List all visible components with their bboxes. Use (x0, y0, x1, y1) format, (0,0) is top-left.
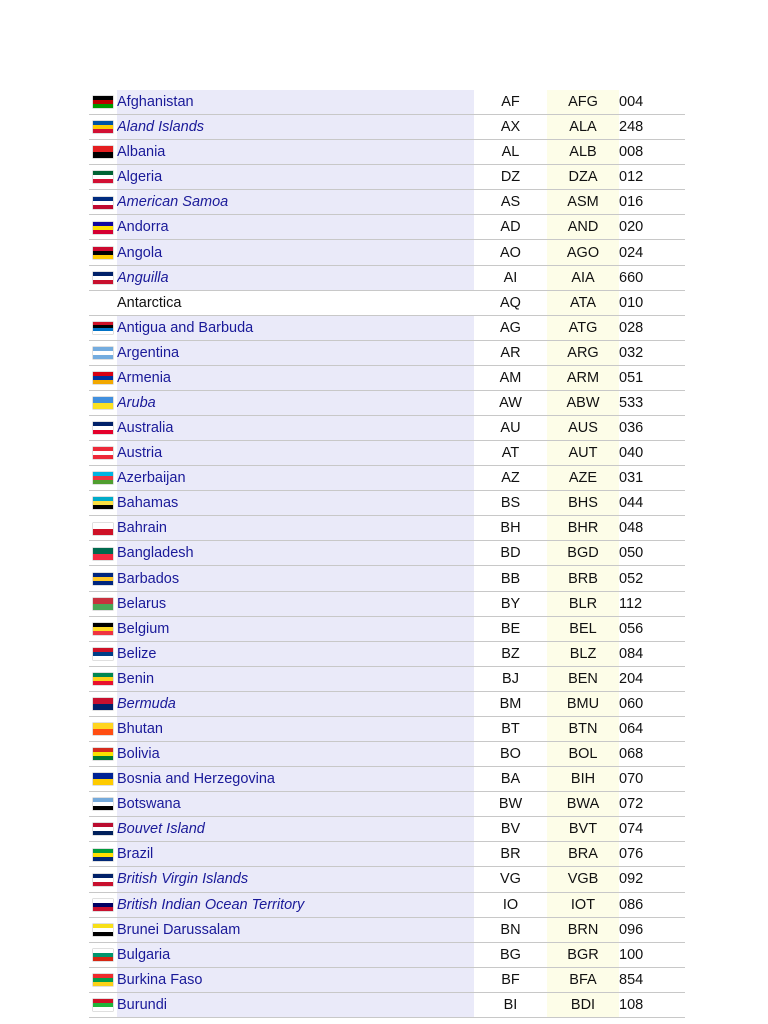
barbados-flag-icon (93, 573, 113, 585)
alpha2-code: BF (474, 967, 547, 992)
numeric-code: 010 (619, 290, 685, 315)
numeric-code: 060 (619, 691, 685, 716)
country-name-link[interactable]: Angola (117, 240, 474, 265)
table-row (89, 340, 685, 365)
country-name-link[interactable]: Belize (117, 641, 474, 666)
alpha2-code: BJ (474, 666, 547, 691)
country-name-link[interactable]: Armenia (117, 365, 474, 390)
alpha2-code: BI (474, 992, 547, 1017)
country-name-link[interactable]: Bangladesh (117, 541, 474, 566)
numeric-code: 050 (619, 541, 685, 566)
country-name-link[interactable]: Belarus (117, 591, 474, 616)
numeric-code: 660 (619, 265, 685, 290)
alpha3-code: BRA (547, 842, 619, 867)
bangladesh-flag-icon (93, 548, 113, 560)
numeric-code: 052 (619, 566, 685, 591)
flag-cell (89, 541, 117, 566)
numeric-code: 068 (619, 742, 685, 767)
alpha3-code: BIH (547, 767, 619, 792)
flag-cell (89, 90, 117, 115)
numeric-code: 100 (619, 942, 685, 967)
numeric-code: 036 (619, 416, 685, 441)
flag-cell (89, 315, 117, 340)
table-row (89, 315, 685, 340)
table-row (89, 691, 685, 716)
alpha2-code: BO (474, 742, 547, 767)
american-samoa-flag-icon (93, 197, 113, 209)
table-row (89, 165, 685, 190)
numeric-code: 016 (619, 190, 685, 215)
table-row (89, 591, 685, 616)
belgium-flag-icon (93, 623, 113, 635)
alpha2-code: BY (474, 591, 547, 616)
bahamas-flag-icon (93, 497, 113, 509)
country-name-link[interactable]: Botswana (117, 792, 474, 817)
country-name-link[interactable]: Belgium (117, 616, 474, 641)
flag-cell (89, 441, 117, 466)
table-row (89, 942, 685, 967)
alpha2-code: AW (474, 390, 547, 415)
armenia-flag-icon (93, 372, 113, 384)
numeric-code: 108 (619, 992, 685, 1017)
country-name: Bouvet Island (117, 817, 474, 842)
flag-cell (89, 992, 117, 1017)
alpha3-code: ASM (547, 190, 619, 215)
flag-cell (89, 290, 117, 315)
country-name: British Indian Ocean Territory (117, 892, 474, 917)
country-codes-table (89, 90, 685, 1018)
numeric-code: 072 (619, 792, 685, 817)
country-name-link[interactable]: Antigua and Barbuda (117, 315, 474, 340)
flag-cell (89, 340, 117, 365)
alpha3-code: BDI (547, 992, 619, 1017)
flag-cell (89, 967, 117, 992)
country-name-link[interactable]: Austria (117, 441, 474, 466)
flag-cell (89, 516, 117, 541)
numeric-code: 096 (619, 917, 685, 942)
alpha2-code: BM (474, 691, 547, 716)
alpha2-code: AM (474, 365, 547, 390)
country-name-link[interactable]: Bosnia and Herzegovina (117, 767, 474, 792)
alpha3-code: BWA (547, 792, 619, 817)
alpha2-code: BN (474, 917, 547, 942)
alpha3-code: DZA (547, 165, 619, 190)
flag-cell (89, 190, 117, 215)
alpha2-code: AZ (474, 466, 547, 491)
bulgaria-flag-icon (93, 949, 113, 961)
country-name-link[interactable]: Bermuda (117, 691, 474, 716)
alpha2-code: BW (474, 792, 547, 817)
bermuda-flag-icon (93, 698, 113, 710)
table-row (89, 516, 685, 541)
anguilla-flag-icon (93, 272, 113, 284)
table-row (89, 817, 685, 842)
alpha2-code: IO (474, 892, 547, 917)
flag-cell (89, 265, 117, 290)
alpha3-code: BHR (547, 516, 619, 541)
numeric-code: 056 (619, 616, 685, 641)
table-row (89, 491, 685, 516)
country-name-link[interactable]: Bhutan (117, 716, 474, 741)
bosnia-and-herzegovina-flag-icon (93, 773, 113, 785)
country-name-link[interactable]: Aruba (117, 390, 474, 415)
numeric-code: 004 (619, 90, 685, 115)
flag-cell (89, 491, 117, 516)
alpha2-code: BE (474, 616, 547, 641)
alpha3-code: AND (547, 215, 619, 240)
aland-islands-flag-icon (93, 121, 113, 133)
table-row (89, 441, 685, 466)
alpha3-code: ATG (547, 315, 619, 340)
table-row (89, 842, 685, 867)
table-row (89, 792, 685, 817)
alpha3-code: BHS (547, 491, 619, 516)
alpha3-code: BGD (547, 541, 619, 566)
flag-cell (89, 892, 117, 917)
alpha3-code: ATA (547, 290, 619, 315)
table-row (89, 967, 685, 992)
algeria-flag-icon (93, 171, 113, 183)
benin-flag-icon (93, 673, 113, 685)
alpha3-code: AUT (547, 441, 619, 466)
bahrain-flag-icon (93, 523, 113, 535)
alpha2-code: BB (474, 566, 547, 591)
flag-cell (89, 867, 117, 892)
country-name-link[interactable]: Afghanistan (117, 90, 474, 115)
table-row (89, 641, 685, 666)
numeric-code: 028 (619, 315, 685, 340)
alpha2-code: BV (474, 817, 547, 842)
flag-cell (89, 666, 117, 691)
alpha3-code: BFA (547, 967, 619, 992)
table-row (89, 190, 685, 215)
numeric-code: 084 (619, 641, 685, 666)
flag-cell (89, 616, 117, 641)
country-name-link[interactable]: Azerbaijan (117, 466, 474, 491)
flag-cell (89, 641, 117, 666)
flag-cell (89, 591, 117, 616)
alpha2-code: AQ (474, 290, 547, 315)
numeric-code: 112 (619, 591, 685, 616)
alpha2-code: BS (474, 491, 547, 516)
numeric-code: 064 (619, 716, 685, 741)
country-name: Aland Islands (117, 115, 474, 140)
table-row (89, 416, 685, 441)
numeric-code: 012 (619, 165, 685, 190)
andorra-flag-icon (93, 222, 113, 234)
botswana-flag-icon (93, 798, 113, 810)
table-row (89, 290, 685, 315)
alpha3-code: BGR (547, 942, 619, 967)
antigua-and-barbuda-flag-icon (93, 322, 113, 334)
flag-cell (89, 691, 117, 716)
table-row (89, 541, 685, 566)
alpha2-code: AF (474, 90, 547, 115)
alpha3-code: BMU (547, 691, 619, 716)
alpha2-code: DZ (474, 165, 547, 190)
flag-cell (89, 165, 117, 190)
country-name-link[interactable]: Barbados (117, 566, 474, 591)
alpha3-code: ALA (547, 115, 619, 140)
alpha2-code: AI (474, 265, 547, 290)
country-name-link[interactable]: Burkina Faso (117, 967, 474, 992)
country-name-link[interactable]: Bolivia (117, 742, 474, 767)
bhutan-flag-icon (93, 723, 113, 735)
alpha2-code: AL (474, 140, 547, 165)
alpha3-code: AFG (547, 90, 619, 115)
alpha3-code: VGB (547, 867, 619, 892)
country-name-link[interactable]: Burundi (117, 992, 474, 1017)
angola-flag-icon (93, 247, 113, 259)
alpha2-code: AX (474, 115, 547, 140)
numeric-code: 248 (619, 115, 685, 140)
country-name-link[interactable]: British Virgin Islands (117, 867, 474, 892)
numeric-code: 204 (619, 666, 685, 691)
flag-cell (89, 792, 117, 817)
brazil-flag-icon (93, 849, 113, 861)
table-row (89, 365, 685, 390)
flag-cell (89, 390, 117, 415)
flag-cell (89, 115, 117, 140)
country-codes-table-body (89, 90, 685, 1017)
table-row (89, 616, 685, 641)
alpha3-code: IOT (547, 892, 619, 917)
alpha2-code: BZ (474, 641, 547, 666)
burkina-faso-flag-icon (93, 974, 113, 986)
country-name-link[interactable]: Bahrain (117, 516, 474, 541)
table-row (89, 767, 685, 792)
numeric-code: 032 (619, 340, 685, 365)
table-row (89, 867, 685, 892)
flag-cell (89, 767, 117, 792)
alpha3-code: BRB (547, 566, 619, 591)
flag-cell (89, 817, 117, 842)
british-indian-ocean-territory-flag-icon (93, 899, 113, 911)
country-name-link[interactable]: American Samoa (117, 190, 474, 215)
burundi-flag-icon (93, 999, 113, 1011)
alpha3-code: AUS (547, 416, 619, 441)
alpha3-code: BEL (547, 616, 619, 641)
alpha2-code: BA (474, 767, 547, 792)
numeric-code: 533 (619, 390, 685, 415)
alpha2-code: BH (474, 516, 547, 541)
alpha2-code: AD (474, 215, 547, 240)
table-row (89, 566, 685, 591)
country-name-link[interactable]: Benin (117, 666, 474, 691)
flag-cell (89, 466, 117, 491)
alpha2-code: VG (474, 867, 547, 892)
table-row (89, 716, 685, 741)
belarus-flag-icon (93, 598, 113, 610)
numeric-code: 051 (619, 365, 685, 390)
numeric-code: 024 (619, 240, 685, 265)
table-row (89, 240, 685, 265)
numeric-code: 040 (619, 441, 685, 466)
country-name-link[interactable]: Brunei Darussalam (117, 917, 474, 942)
table-row (89, 90, 685, 115)
table-row (89, 265, 685, 290)
alpha2-code: AT (474, 441, 547, 466)
alpha3-code: AZE (547, 466, 619, 491)
bouvet-island-flag-icon (93, 823, 113, 835)
alpha3-code: ABW (547, 390, 619, 415)
country-name-link[interactable]: Albania (117, 140, 474, 165)
country-name-link[interactable]: Algeria (117, 165, 474, 190)
alpha2-code: BD (474, 541, 547, 566)
numeric-code: 044 (619, 491, 685, 516)
australia-flag-icon (93, 422, 113, 434)
alpha3-code: AGO (547, 240, 619, 265)
numeric-code: 076 (619, 842, 685, 867)
bolivia-flag-icon (93, 748, 113, 760)
flag-cell (89, 140, 117, 165)
belize-flag-icon (93, 648, 113, 660)
alpha3-code: BVT (547, 817, 619, 842)
numeric-code: 008 (619, 140, 685, 165)
alpha2-code: BR (474, 842, 547, 867)
alpha3-code: BRN (547, 917, 619, 942)
table-row (89, 215, 685, 240)
table-row (89, 742, 685, 767)
country-name-link[interactable]: Andorra (117, 215, 474, 240)
numeric-code: 048 (619, 516, 685, 541)
numeric-code: 854 (619, 967, 685, 992)
numeric-code: 070 (619, 767, 685, 792)
table-row (89, 390, 685, 415)
alpha3-code: BOL (547, 742, 619, 767)
numeric-code: 020 (619, 215, 685, 240)
alpha3-code: BTN (547, 716, 619, 741)
table-row (89, 666, 685, 691)
alpha3-code: AIA (547, 265, 619, 290)
flag-cell (89, 716, 117, 741)
albania-flag-icon (93, 146, 113, 158)
argentina-flag-icon (93, 347, 113, 359)
alpha3-code: BEN (547, 666, 619, 691)
alpha3-code: ARM (547, 365, 619, 390)
table-row (89, 115, 685, 140)
alpha3-code: BLZ (547, 641, 619, 666)
azerbaijan-flag-icon (93, 472, 113, 484)
table-row (89, 140, 685, 165)
table-row (89, 992, 685, 1017)
country-name-link[interactable]: Brazil (117, 842, 474, 867)
numeric-code: 086 (619, 892, 685, 917)
alpha2-code: AS (474, 190, 547, 215)
alpha2-code: AR (474, 340, 547, 365)
alpha2-code: AO (474, 240, 547, 265)
flag-cell (89, 942, 117, 967)
numeric-code: 074 (619, 817, 685, 842)
alpha2-code: BG (474, 942, 547, 967)
flag-cell (89, 917, 117, 942)
flag-cell (89, 365, 117, 390)
country-name-link[interactable]: Argentina (117, 340, 474, 365)
flag-cell (89, 842, 117, 867)
alpha3-code: ALB (547, 140, 619, 165)
alpha2-code: AU (474, 416, 547, 441)
country-name-link[interactable]: Bulgaria (117, 942, 474, 967)
flag-cell (89, 742, 117, 767)
table-row (89, 917, 685, 942)
country-name-link[interactable]: Anguilla (117, 265, 474, 290)
country-name-link[interactable]: Bahamas (117, 491, 474, 516)
afghanistan-flag-icon (93, 96, 113, 108)
flag-cell (89, 416, 117, 441)
aruba-flag-icon (93, 397, 113, 409)
flag-cell (89, 240, 117, 265)
brunei-flag-icon (93, 924, 113, 936)
alpha2-code: BT (474, 716, 547, 741)
alpha2-code: AG (474, 315, 547, 340)
alpha3-code: BLR (547, 591, 619, 616)
table-row (89, 466, 685, 491)
flag-cell (89, 215, 117, 240)
numeric-code: 092 (619, 867, 685, 892)
austria-flag-icon (93, 447, 113, 459)
alpha3-code: ARG (547, 340, 619, 365)
numeric-code: 031 (619, 466, 685, 491)
flag-cell (89, 566, 117, 591)
british-virgin-islands-flag-icon (93, 874, 113, 886)
country-name: Antarctica (117, 290, 474, 315)
table-row (89, 892, 685, 917)
country-name-link[interactable]: Australia (117, 416, 474, 441)
